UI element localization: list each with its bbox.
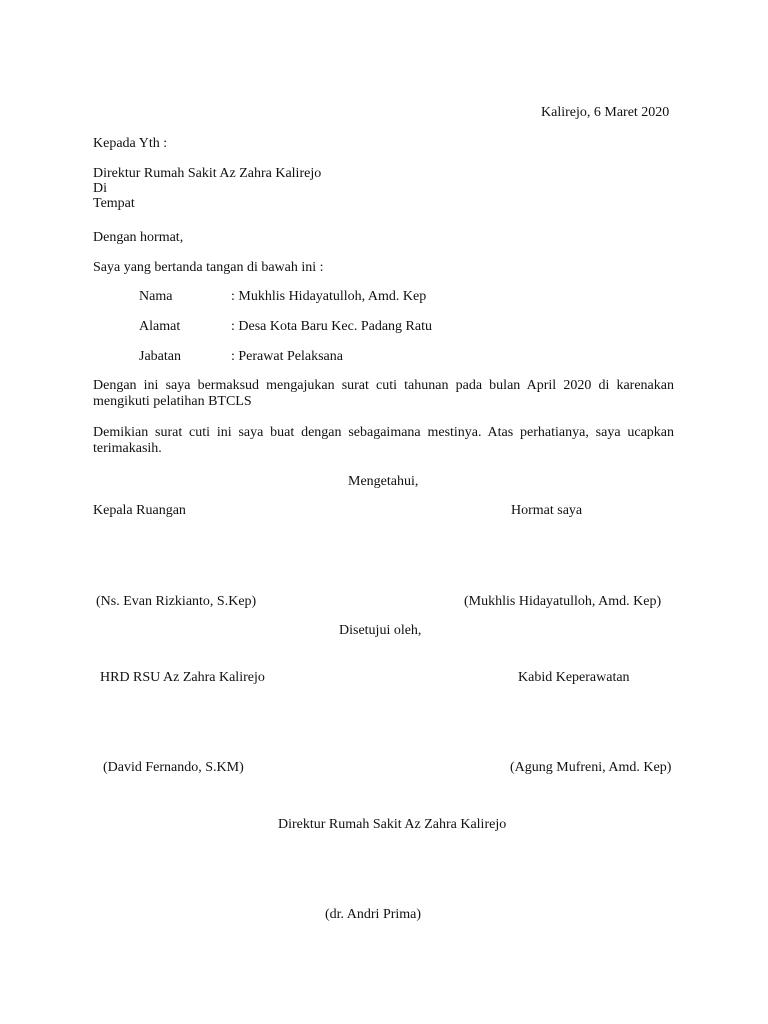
- field-label-address: Alamat: [139, 319, 181, 334]
- body-paragraph-2: Demikian surat cuti ini saya buat dengan sebagaimana mestinya. Atas perhatianya, saya ucapkan terimakasih.: [93, 425, 674, 456]
- director-title: Direktur Rumah Sakit Az Zahra Kalirejo: [278, 817, 507, 832]
- hrd-name: (David Fernando, S.KM): [103, 760, 244, 775]
- salutation-to: Kepada Yth :: [93, 136, 168, 151]
- nursing-head-title: Kabid Keperawatan: [518, 670, 630, 685]
- recipient-line-1: Direktur Rumah Sakit Az Zahra Kalirejo: [93, 166, 322, 181]
- head-of-ward-title: Kepala Ruangan: [93, 503, 186, 518]
- place-date: Kalirejo, 6 Maret 2020: [541, 105, 670, 120]
- acknowledged-label: Mengetahui,: [348, 474, 419, 489]
- director-name: (dr. Andri Prima): [325, 907, 422, 922]
- field-label-position: Jabatan: [139, 349, 181, 364]
- recipient-line-3: Tempat: [93, 196, 135, 211]
- hrd-title: HRD RSU Az Zahra Kalirejo: [100, 670, 265, 685]
- body-paragraph-1: Dengan ini saya bermaksud mengajukan surat cuti tahunan pada bulan April 2020 di karenakan mengikuti pelatihan BTCLS: [93, 378, 674, 409]
- field-value-name: : Mukhlis Hidayatulloh, Amd. Kep: [231, 289, 427, 304]
- sender-name: (Mukhlis Hidayatulloh, Amd. Kep): [464, 594, 662, 609]
- opening-greeting: Dengan hormat,: [93, 230, 184, 245]
- field-label-name: Nama: [139, 289, 173, 304]
- field-value-position: : Perawat Pelaksana: [231, 349, 343, 364]
- nursing-head-name: (Agung Mufreni, Amd. Kep): [510, 760, 672, 775]
- sender-closing: Hormat saya: [511, 503, 583, 518]
- intro-statement: Saya yang bertanda tangan di bawah ini :: [93, 260, 324, 275]
- head-of-ward-name: (Ns. Evan Rizkianto, S.Kep): [96, 594, 257, 609]
- field-value-address: : Desa Kota Baru Kec. Padang Ratu: [231, 319, 432, 334]
- approved-label: Disetujui oleh,: [339, 623, 422, 638]
- recipient-line-2: Di: [93, 181, 107, 196]
